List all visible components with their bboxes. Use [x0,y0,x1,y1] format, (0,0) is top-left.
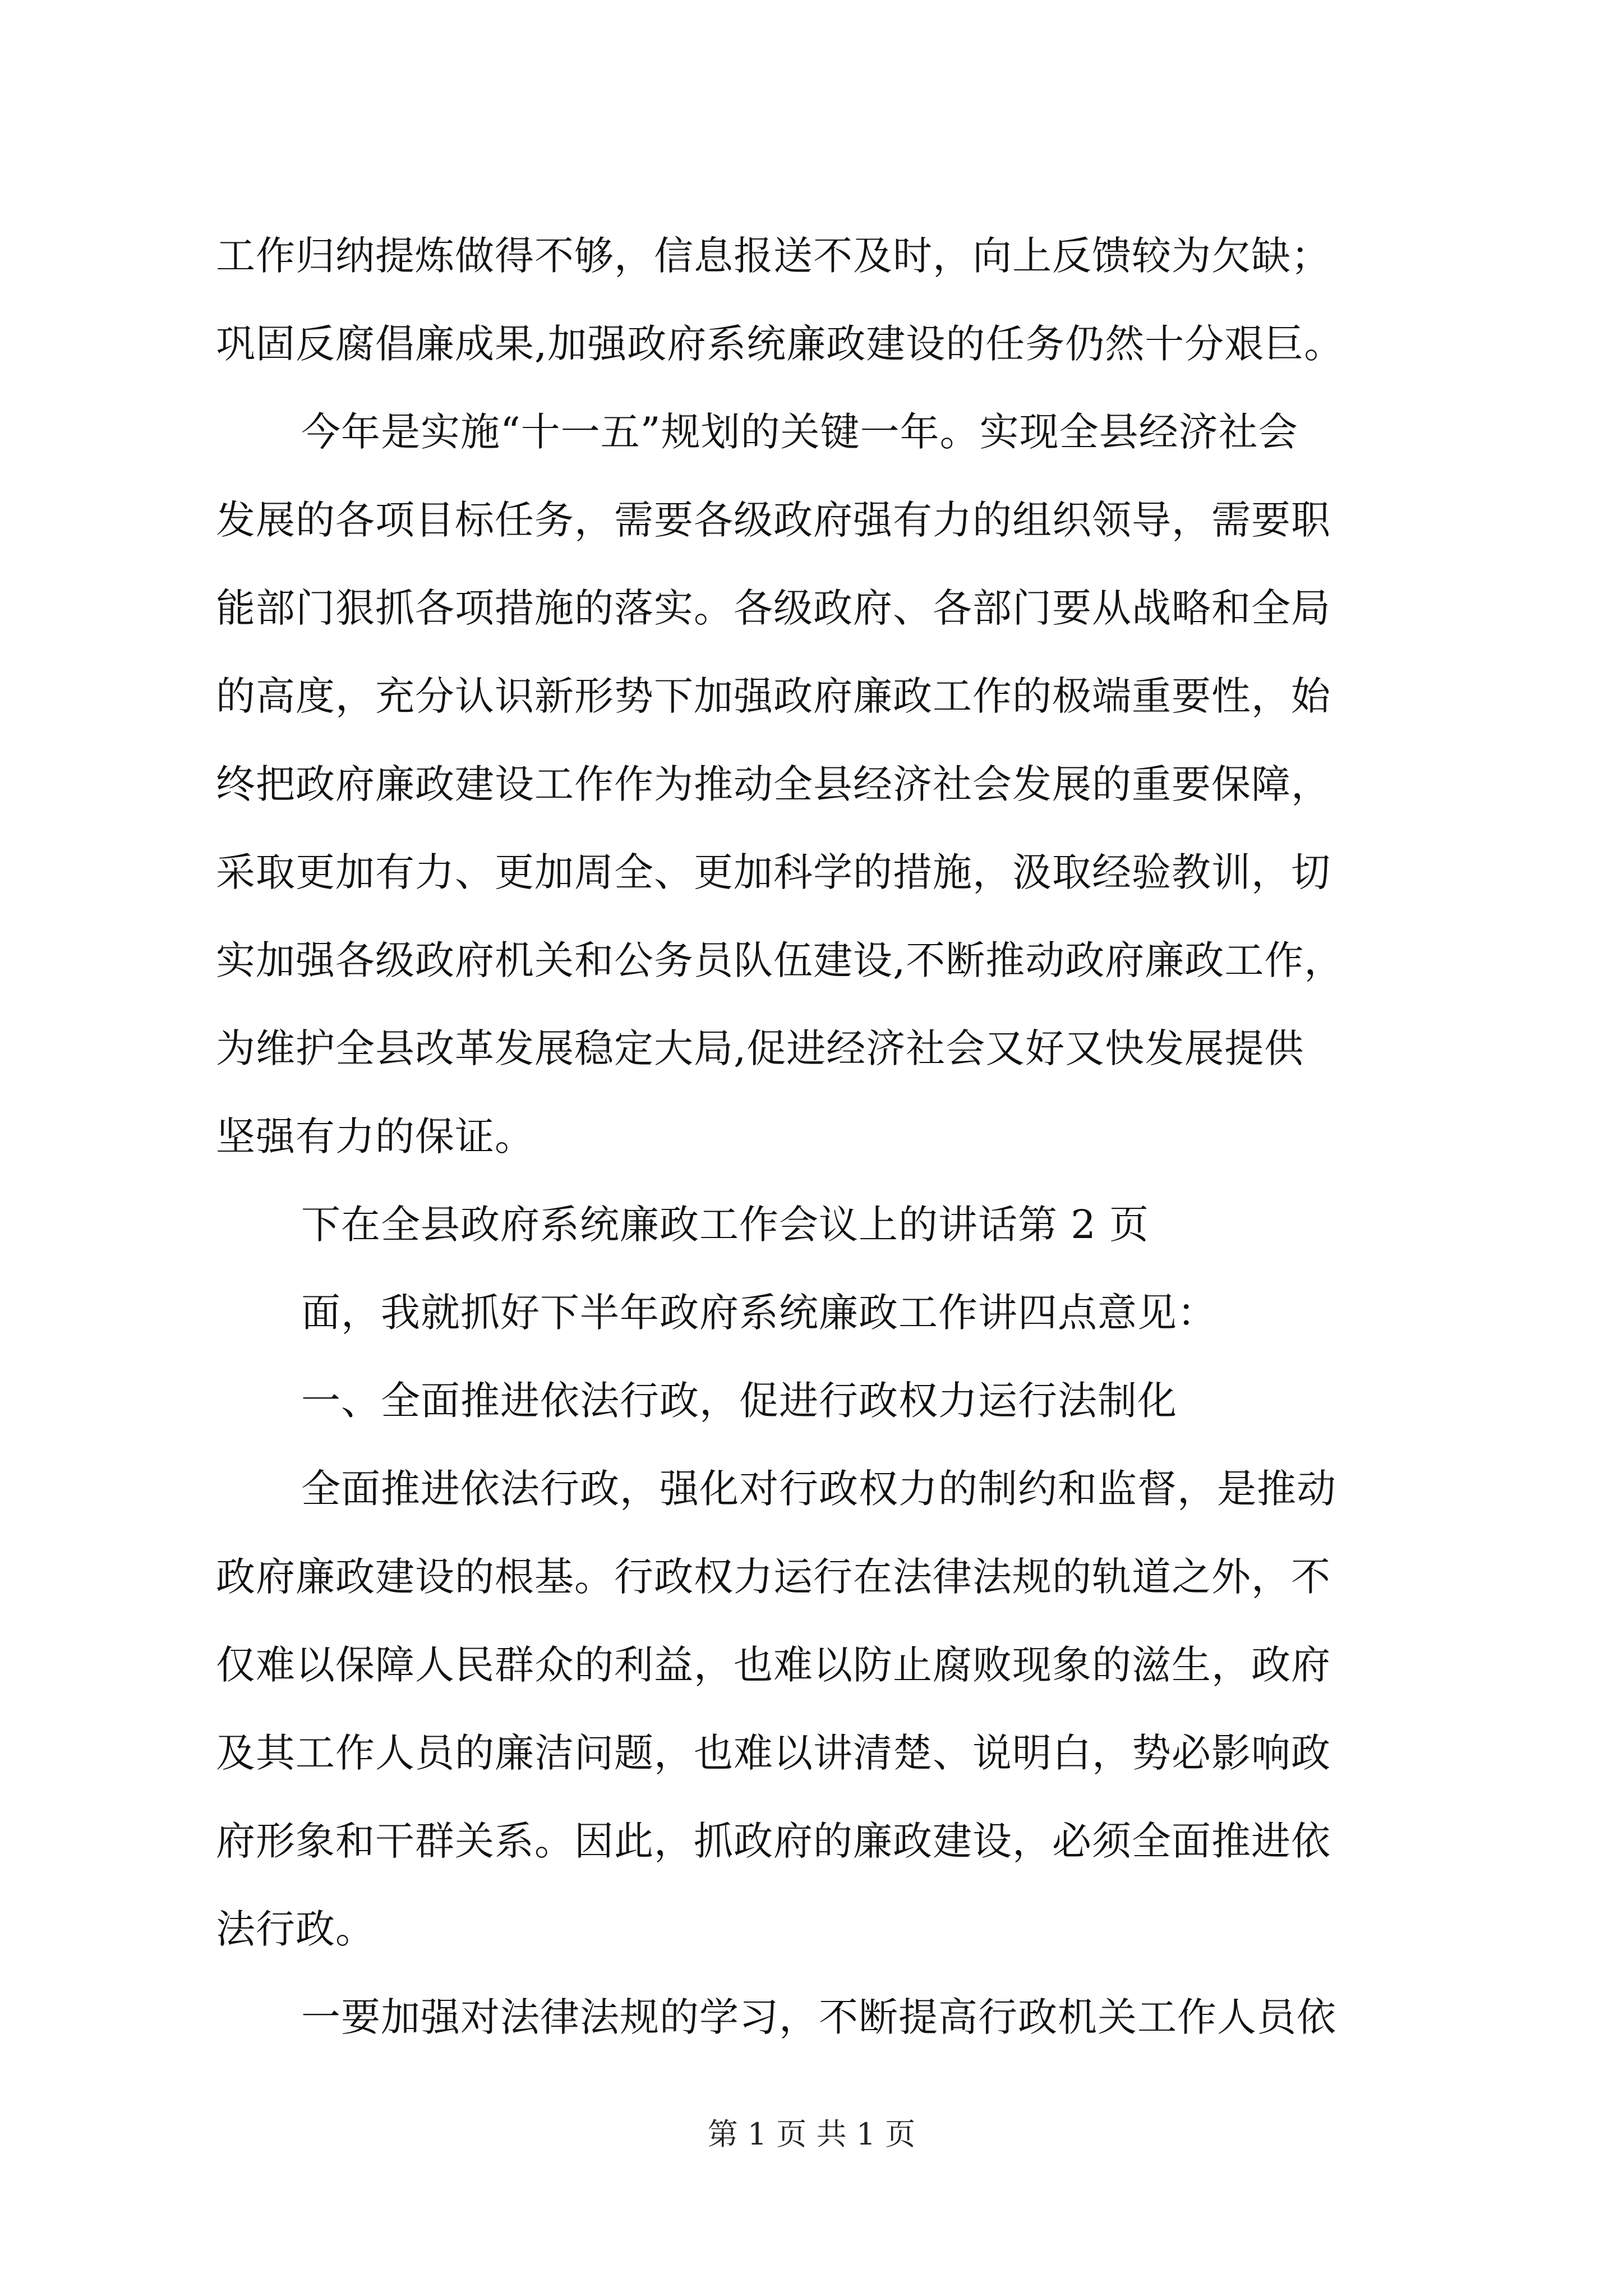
page-footer [0,2115,1623,2154]
text-line: 政府廉政建设的根基。行政权力运行在法律法规的轨道之外，不 [216,1554,1331,1600]
text-line: 的高度，充分认识新形势下加强政府廉政工作的极端重要性，始 [216,673,1331,719]
paragraph-start-line: 今年是实施“十一五”规划的关键一年。实现全县经济社会 [301,409,1298,455]
document-body [216,212,1427,2062]
text-line: 及其工作人员的廉洁问题，也难以讲清楚、说明白，势必影响政 [216,1730,1331,1776]
text-line: 仅难以保障人民群众的利益，也难以防止腐败现象的滋生，政府 [216,1642,1331,1688]
text-line: 终把政府廉政建设工作作为推动全县经济社会发展的重要保障， [216,761,1331,807]
section-heading: 一、全面推进依法行政，促进行政权力运行法制化 [301,1378,1177,1424]
page-number-label: 第 1 页 共 1 页 [707,2116,916,2152]
text-line: 能部门狠抓各项措施的落实。各级政府、各部门要从战略和全局 [216,585,1331,631]
text-line: 工作归纳提炼做得不够，信息报送不及时，向上反馈较为欠缺； [216,233,1331,279]
text-line: 采取更加有力、更加周全、更加科学的措施，汲取经验教训，切 [216,849,1331,895]
paragraph-start-line: 一要加强对法律法规的学习，不断提高行政机关工作人员依 [301,1994,1336,2040]
paragraph-start-line: 下在全县政府系统廉政工作会议上的讲话第 2 页 [301,1202,1150,1248]
text-line: 实加强各级政府机关和公务员队伍建设,不断推动政府廉政工作， [216,937,1344,983]
paragraph-start-line: 面，我就抓好下半年政府系统廉政工作讲四点意见： [301,1290,1217,1336]
text-line: 坚强有力的保证。 [216,1114,534,1159]
text-line: 为维护全县改革发展稳定大局,促进经济社会又好又快发展提供 [216,1025,1304,1071]
paragraph-start-line: 全面推进依法行政，强化对行政权力的制约和监督，是推动 [301,1466,1336,1512]
text-line: 发展的各项目标任务，需要各级政府强有力的组织领导，需要职 [216,497,1331,543]
text-line: 巩固反腐倡廉成果,加强政府系统廉政建设的任务仍然十分艰巨。 [216,321,1344,367]
text-line: 法行政。 [216,1906,375,1952]
text-line: 府形象和干群关系。因此，抓政府的廉政建设，必须全面推进依 [216,1818,1331,1864]
